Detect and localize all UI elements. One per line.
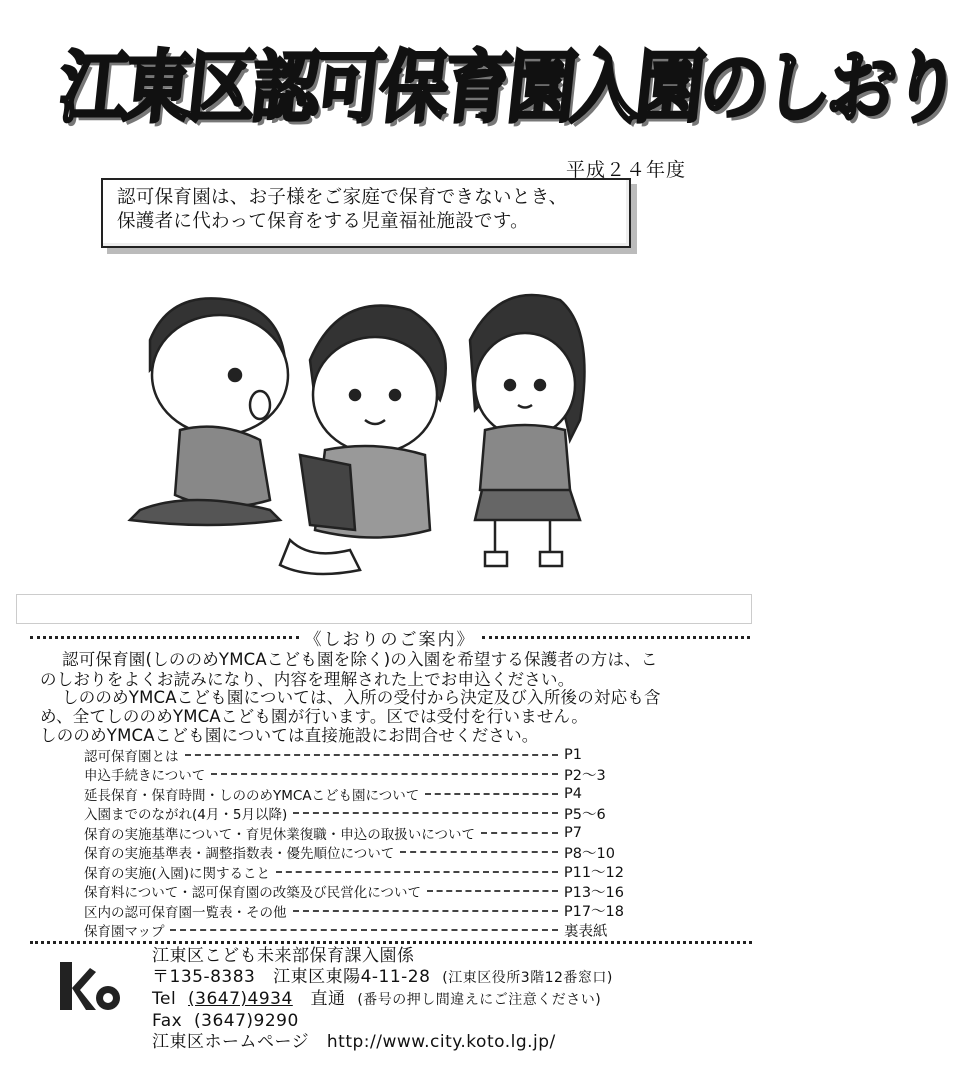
toc-page: P8〜10 xyxy=(564,845,615,862)
toc-label: 保育の実施基準表・調整指数表・優先順位について xyxy=(84,846,395,863)
contact-block xyxy=(152,946,613,1053)
street-address: 江東区東陽4-11-28 xyxy=(273,967,431,987)
toc-leader xyxy=(425,793,558,795)
guide-para1-line2: のしおりをよくお読みになり、内容を理解された上でお申込ください。 xyxy=(40,670,575,689)
toc-page: P7 xyxy=(564,824,582,841)
guide-para2-line1: しののめYMCAこども園については、入所の受付から決定及び入所後の対応も含 xyxy=(62,688,661,707)
homepage-label: 江東区ホームページ xyxy=(152,1032,310,1052)
toc-label: 保育の実施基準について・育児休業復職・申込の取扱いについて xyxy=(84,826,475,843)
guide-para3: しののめYMCAこども園については直接施設にお問合せください。 xyxy=(40,726,539,745)
toc-leader xyxy=(276,871,558,873)
toc-page: 裏表紙 xyxy=(564,923,608,940)
address-note: (江東区役所3階12番窓口) xyxy=(442,970,613,986)
toc-leader xyxy=(481,832,558,834)
tel-label: Tel xyxy=(152,989,177,1009)
toc-label: 保育料について・認可保育園の改築及び民営化について xyxy=(84,885,421,902)
toc-row xyxy=(84,784,624,804)
toc-leader xyxy=(170,929,558,931)
toc-page: P11〜12 xyxy=(563,865,624,882)
dotted-divider-right xyxy=(482,636,751,639)
toc-page: P13〜16 xyxy=(563,884,624,901)
koto-ward-logo xyxy=(56,958,126,1014)
toc-row xyxy=(84,823,624,843)
dotted-divider-bottom xyxy=(30,941,752,944)
postal-code: 〒135-8383 xyxy=(152,967,256,987)
toc-label: 認可保育園とは xyxy=(84,748,179,765)
toc-row xyxy=(84,901,624,921)
homepage-url[interactable]: http://www.city.koto.lg.jp/ xyxy=(326,1032,556,1052)
toc-label: 入園までのながれ(4月・5月以降) xyxy=(84,807,288,824)
toc-label: 保育の実施(入園)に関すること xyxy=(84,865,271,882)
intro-line-2: 保護者に代わって保育をする児童福祉施設です。 xyxy=(117,211,529,232)
toc-row xyxy=(84,843,624,863)
toc-row xyxy=(84,862,624,882)
toc-page: P5〜6 xyxy=(564,806,606,823)
toc-leader xyxy=(211,773,558,775)
contact-homepage-line xyxy=(152,1032,613,1053)
tel-note: (番号の押し間違えにご注意ください) xyxy=(357,992,602,1008)
contact-fax-line xyxy=(152,1011,613,1032)
right-child-face xyxy=(475,333,575,437)
toc-label: 保育園マップ xyxy=(84,924,165,941)
toc-leader xyxy=(427,890,558,892)
right-child-body xyxy=(480,425,570,495)
intro-line-1: 認可保育園は、お子様をご家庭で保育できないとき、 xyxy=(117,187,568,208)
fax-label: Fax xyxy=(152,1011,183,1031)
toc-leader xyxy=(400,851,558,853)
dotted-divider-left xyxy=(30,636,299,639)
children-reading-illustration xyxy=(110,280,610,580)
guide-para1-line1: 認可保育園(しののめYMCAこども園を除く)の入園を希望する保護者の方は、こ xyxy=(62,650,658,669)
title-text: 江東区認可保育園入園のしおり xyxy=(55,43,961,134)
contact-tel-line xyxy=(152,989,613,1011)
toc-page: P1 xyxy=(564,746,582,763)
contact-address-line xyxy=(152,967,613,989)
middle-child-face xyxy=(313,337,437,453)
tel-direct: 直通 xyxy=(310,989,346,1009)
toc-leader xyxy=(293,910,558,912)
guide-heading: 《しおりのご案内》 xyxy=(304,629,476,650)
toc-label: 延長保育・保育時間・しののめYMCAこども園について xyxy=(84,787,420,804)
book xyxy=(300,455,355,530)
toc-row xyxy=(84,765,624,785)
left-child-body xyxy=(175,427,270,507)
toc-row xyxy=(84,745,624,765)
contact-department: 江東区こども未来部保育課入園係 xyxy=(152,946,415,966)
tel-number: (3647)4934 xyxy=(188,989,293,1009)
guide-heading-row xyxy=(30,627,750,650)
right-child-skirt xyxy=(475,490,580,520)
toc-row xyxy=(84,882,624,902)
guide-para2-line2: め、全てしののめYMCAこども園が行います。区では受付を行いません。 xyxy=(40,707,588,726)
fax-number: (3647)9290 xyxy=(194,1011,299,1031)
toc-leader xyxy=(293,812,558,814)
table-of-contents xyxy=(84,745,624,940)
toc-leader xyxy=(185,754,559,756)
toc-page: P4 xyxy=(564,785,582,802)
left-child-face xyxy=(152,315,288,435)
toc-row xyxy=(84,921,624,941)
toc-label: 申込手続きについて xyxy=(84,768,206,785)
toc-label: 区内の認可保育園一覧表・その他 xyxy=(84,904,287,921)
toc-page: P17〜18 xyxy=(563,904,624,921)
intro-box xyxy=(101,178,631,248)
blank-band xyxy=(16,594,752,624)
toc-page: P2〜3 xyxy=(564,767,606,784)
toc-row xyxy=(84,804,624,824)
fiscal-year: 平成２４年度 xyxy=(566,159,687,181)
document-title xyxy=(55,34,961,144)
